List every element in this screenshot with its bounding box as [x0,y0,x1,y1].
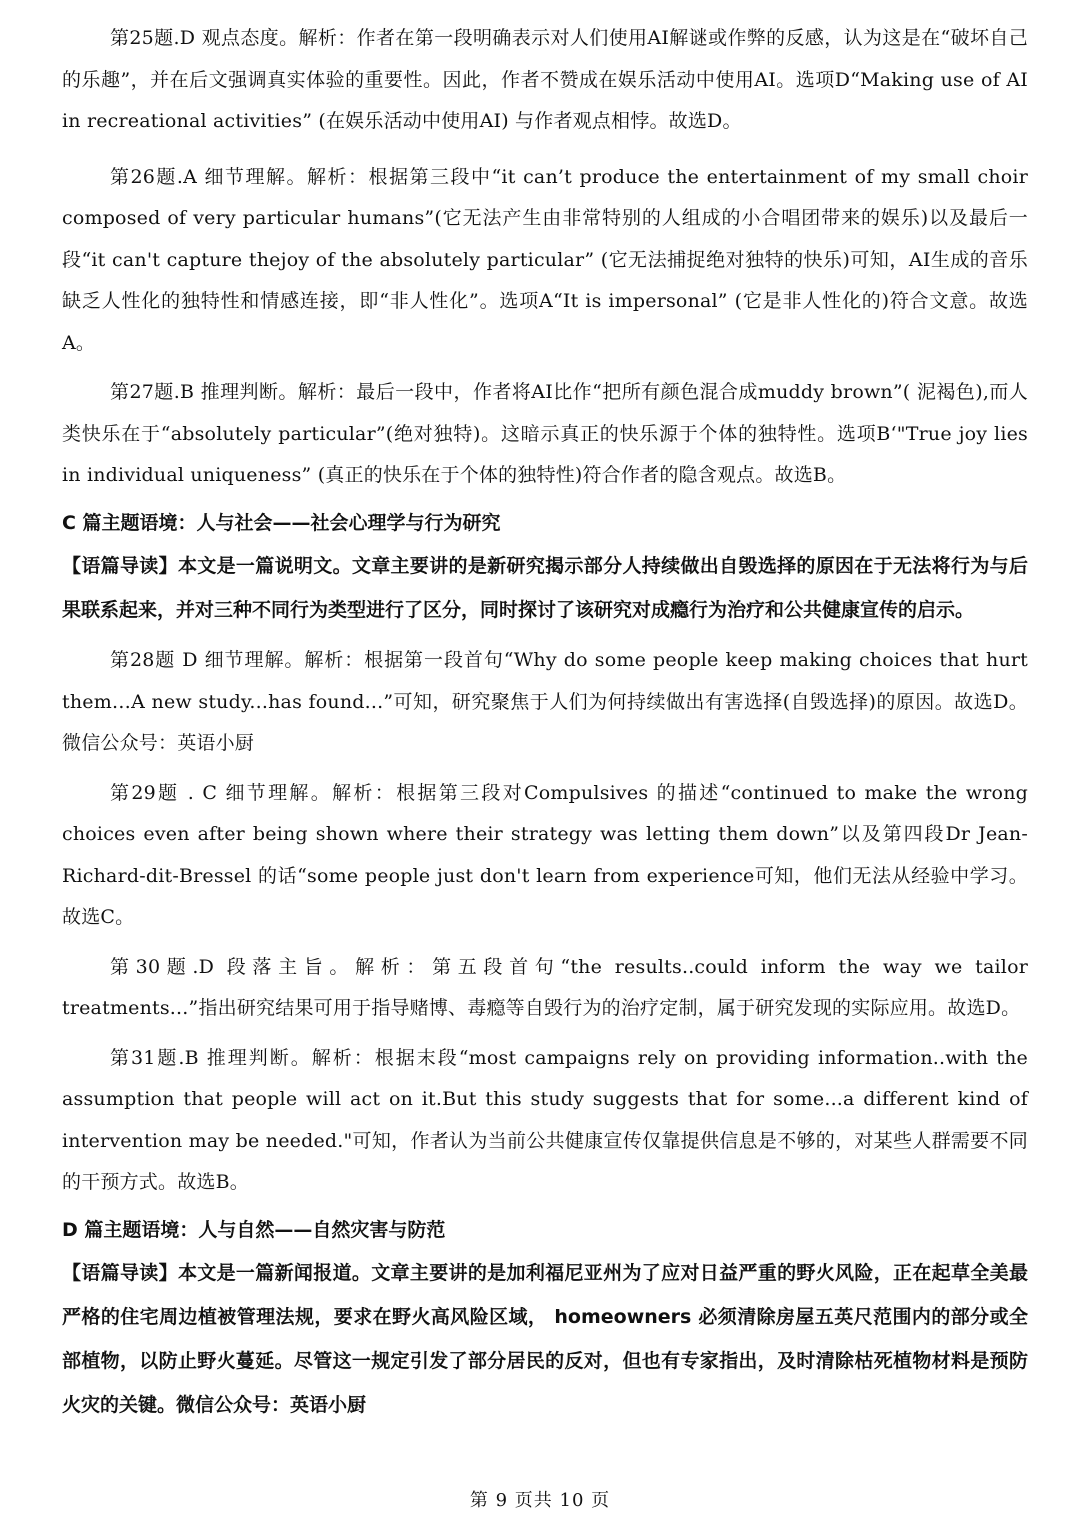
answer-key-page [62,18,1028,1427]
answer-30: 第30题.D 段落主旨。解析：第五段首句“the results..could inform the way we tailor treatments...”指出研究结果可用于指导赌博、毒瘾等自毁行为的治疗定制，属于研究发现的实际应用。故选D。 [62,955,1028,1019]
answer-25: 第25题.D 观点态度。解析：作者在第一段明确表示对人们使用AI解谜或作弊的反感，认为这是在“破坏自己的乐趣”，并在后文强调真实体验的重要性。因此，作者不赞成在娱乐活动中使用AI。选项D“Making use of AI in recreational activities” (在娱乐活动中使用AI) 与作者观点相悖。故选D。 [62,27,1028,132]
answer-31: 第31题.B 推理判断。解析：根据末段“most campaigns rely on providing information..with the assumption that people will act on it.But this study suggests that for some...a different kind of intervention may be needed."可知，作者认为当前公共健康宣传仅靠提供信息是不够的，对某些人群需要不同的干预方式。故选B。 [62,1046,1028,1193]
answer-27: 第27题.B 推理判断。解析：最后一段中，作者将AI比作“把所有颜色混合成muddy brown”( 泥褐色),而人类快乐在于“absolutely particular”(绝对独特)。这暗示真正的快乐源于个体的独特性。选项B‘"True joy lies in individual uniqueness” (真正的快乐在于个体的独特性)符合作者的隐含观点。故选B。 [62,381,1028,486]
section-d-guide: 【语篇导读】本文是一篇新闻报道。文章主要讲的是加利福尼亚州为了应对日益严重的野火风险，正在起草全美最严格的住宅周边植被管理法规，要求在野火高风险区域， homeowners 必须清除房屋五英尺范围内的部分或全部植物，以防止野火蔓延。尽管这一规定引发了部分居民的反对，但也有专家指出，及时清除枯死植物材料是预防火灾的关键。微信公众号：英语小厨 [62,1262,1028,1416]
answer-26: 第26题.A 细节理解。解析：根据第三段中“it can’t produce the entertainment of my small choir composed of very particular humans”(它无法产生由非常特别的人组成的小合唱团带来的娱乐)以及最后一段“it can't capture thejoy of the absolutely particular” (它无法捕捉绝对独特的快乐)可知，AI生成的音乐缺乏人性化的独特性和情感连接，即“非人性化”。选项A“It is impersonal” (它是非人性化的)符合文意。故选A。 [62,165,1028,354]
page-number-footer: 第 9 页共 10 页 [469,1490,611,1511]
section-c-guide: 【语篇导读】本文是一篇说明文。文章主要讲的是新研究揭示部分人持续做出自毁选择的原因在于无法将行为与后果联系起来，并对三种不同行为类型进行了区分，同时探讨了该研究对成瘾行为治疗和公共健康宣传的启示。 [62,555,1028,621]
section-c-heading: C 篇主题语境：人与社会——社会心理学与行为研究 [62,511,501,534]
section-d-heading: D 篇主题语境：人与自然——自然灾害与防范 [62,1218,446,1241]
answer-29: 第29题 . C 细节理解。解析：根据第三段对Compulsives 的描述“continued to make the wrong choices even after being shown where their strategy was letting them down”以及第四段Dr Jean-Richard-dit-Bressel 的话“some people just don't learn from experience可知，他们无法从经验中学习。故选C。 [62,781,1028,928]
answer-28: 第28题 D 细节理解。解析：根据第一段首句“Why do some people keep making choices that hurt them…A new study...has found...”可知，研究聚焦于人们为何持续做出有害选择(自毁选择)的原因。故选D。 微信公众号：英语小厨 [62,649,1028,754]
